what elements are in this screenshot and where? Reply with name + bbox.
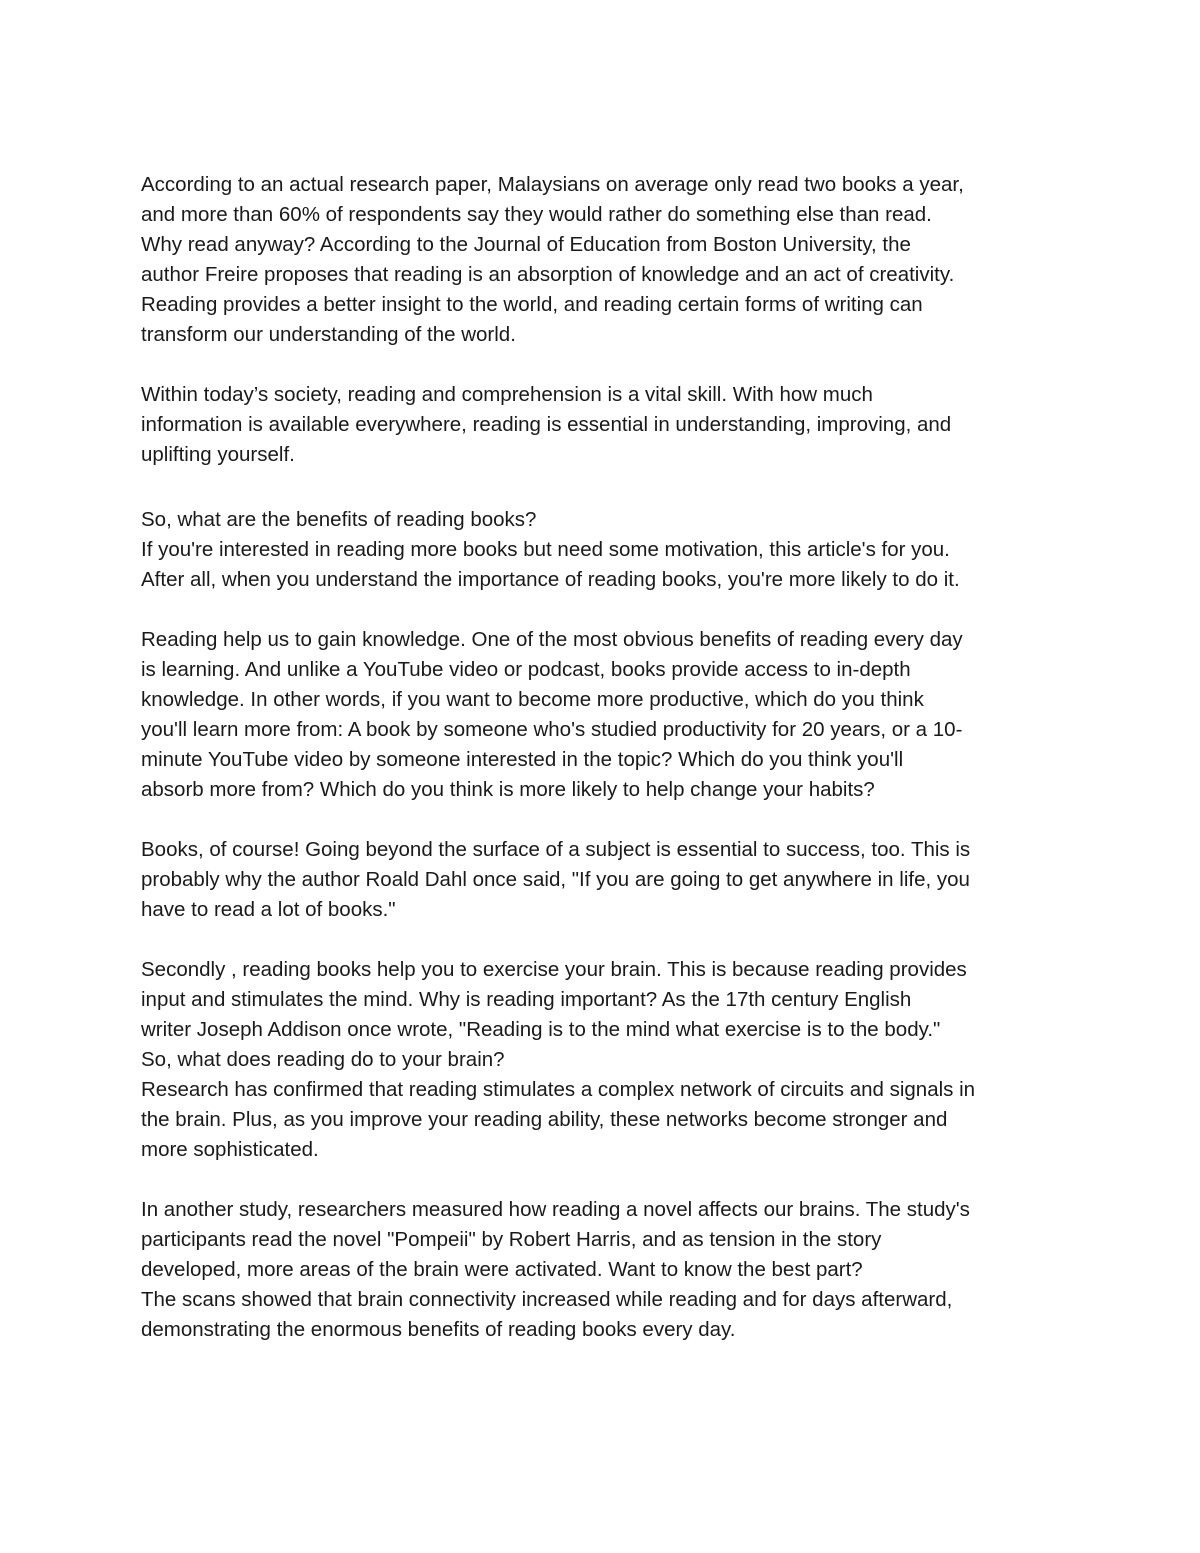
text-line: knowledge. In other words, if you want to become more productive, which do you think (141, 688, 924, 711)
paragraph-spacer (141, 350, 1061, 380)
paragraph-benefits-question (141, 505, 1061, 595)
text-line: probably why the author Roald Dahl once said, "If you are going to get anywhere in life, you (141, 868, 970, 891)
paragraph-novel-study (141, 1195, 1061, 1345)
text-line: minute YouTube video by someone interested in the topic? Which do you think you'll (141, 748, 904, 771)
paragraph-spacer (141, 1165, 1061, 1195)
document-body (141, 170, 1061, 1345)
text-line: input and stimulates the mind. Why is reading important? As the 17th century English (141, 988, 912, 1011)
text-line: According to an actual research paper, Malaysians on average only read two books a year, (141, 173, 964, 196)
paragraph-spacer (141, 925, 1061, 955)
text-line: If you're interested in reading more books but need some motivation, this article's for you. (141, 538, 950, 561)
text-line: developed, more areas of the brain were activated. Want to know the best part? (141, 1258, 863, 1281)
text-line: absorb more from? Which do you think is more likely to help change your habits? (141, 778, 875, 801)
text-line: demonstrating the enormous benefits of reading books every day. (141, 1318, 736, 1341)
paragraph-exercise-brain (141, 955, 1061, 1165)
text-line: Reading provides a better insight to the world, and reading certain forms of writing can (141, 293, 923, 316)
text-line: Within today’s society, reading and comprehension is a vital skill. With how much (141, 383, 873, 406)
text-line: In another study, researchers measured how reading a novel affects our brains. The study's (141, 1198, 970, 1221)
paragraph-spacer (141, 805, 1061, 835)
paragraph-vital-skill (141, 380, 1061, 470)
text-line: So, what are the benefits of reading books? (141, 508, 537, 531)
text-line: have to read a lot of books." (141, 898, 396, 921)
text-line: The scans showed that brain connectivity increased while reading and for days afterward, (141, 1288, 953, 1311)
text-line: Research has confirmed that reading stimulates a complex network of circuits and signals in (141, 1078, 976, 1101)
paragraph-spacer (141, 470, 1061, 505)
paragraph-reading-statistics (141, 170, 1061, 350)
text-line: more sophisticated. (141, 1138, 319, 1161)
text-line: After all, when you understand the importance of reading books, you're more likely to do it. (141, 568, 960, 591)
paragraph-spacer (141, 595, 1061, 625)
text-line: uplifting yourself. (141, 443, 295, 466)
text-line: the brain. Plus, as you improve your reading ability, these networks become stronger and (141, 1108, 948, 1131)
text-line: Reading help us to gain knowledge. One of the most obvious benefits of reading every day (141, 628, 963, 651)
text-line: you'll learn more from: A book by someone who's studied productivity for 20 years, or a 10- (141, 718, 963, 741)
text-line: Why read anyway? According to the Journal of Education from Boston University, the (141, 233, 911, 256)
paragraph-books-of-course (141, 835, 1061, 925)
text-line: transform our understanding of the world. (141, 323, 516, 346)
text-line: participants read the novel "Pompeii" by Robert Harris, and as tension in the story (141, 1228, 882, 1251)
text-line: author Freire proposes that reading is an absorption of knowledge and an act of creativity. (141, 263, 955, 286)
paragraph-gain-knowledge (141, 625, 1061, 805)
text-line: Secondly , reading books help you to exercise your brain. This is because reading provides (141, 958, 967, 981)
text-line: writer Joseph Addison once wrote, "Reading is to the mind what exercise is to the body." (141, 1018, 941, 1041)
text-line: information is available everywhere, reading is essential in understanding, improving, and (141, 413, 952, 436)
text-line: and more than 60% of respondents say they would rather do something else than read. (141, 203, 932, 226)
text-line: Books, of course! Going beyond the surface of a subject is essential to success, too. This is (141, 838, 971, 861)
text-line: So, what does reading do to your brain? (141, 1048, 505, 1071)
text-line: is learning. And unlike a YouTube video or podcast, books provide access to in-depth (141, 658, 911, 681)
